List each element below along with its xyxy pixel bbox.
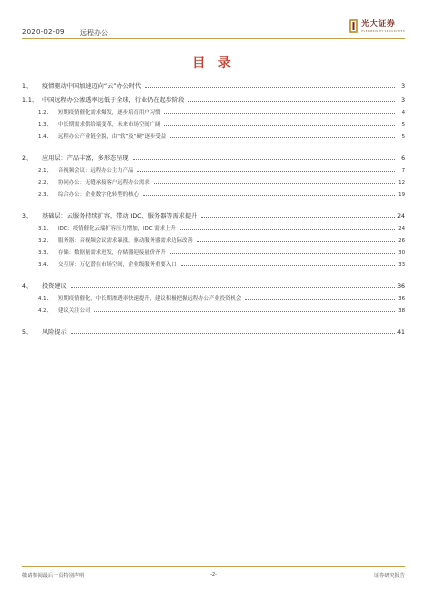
toc-subsection-entry[interactable] [22,232,405,244]
toc-dot-leader [201,217,395,218]
toc-subsection-entry[interactable] [22,186,405,198]
toc-dot-leader [170,137,395,138]
toc-entry-page: 41 [397,329,405,336]
toc-dot-leader [245,299,395,300]
footer-report-label: 证券研究报告 [373,573,405,579]
toc-dot-leader [180,229,395,230]
toc-section-entry[interactable] [22,76,405,90]
toc-entry-title: IDC：疫情催化云端扩容压力增加，IDC 需求上升 [58,226,176,232]
toc-title: 目 录 [192,56,235,71]
brand-logo [349,18,405,33]
toc-subsection-entry[interactable] [22,104,405,116]
toc-section-entry[interactable] [22,276,405,290]
toc-entry-page: 7 [401,168,405,174]
header-divider [22,38,405,39]
toc-dot-leader [71,287,395,288]
toc-entry-page: 36 [398,296,405,302]
page-footer [22,566,405,579]
toc-entry-title: 中国远程办公渗透率远低于全球，行业仍在起步阶段 [42,97,185,104]
toc-entry-number: 5、 [22,329,33,336]
toc-entry-title: 投资建议 [42,283,67,290]
toc-subsection-entry[interactable] [22,174,405,186]
toc-entry-title: 疫情驱动中国加速迈向“云”办公时代 [42,83,142,90]
toc-entry-page: 4 [401,110,405,116]
toc-dot-leader [197,241,395,242]
toc-entry-page: 5 [401,134,405,140]
toc-entry-title: 短期疫情催化，中长期渗透率快速提升，建议积极把握远程办公产业投资机会 [58,296,242,302]
toc-subsection-entry[interactable] [22,220,405,232]
toc-entry-number: 3.4、 [38,262,52,268]
toc-entry-number: 2.1、 [38,168,52,174]
toc-entry-number: 1.1、 [22,97,39,104]
footer-divider [22,566,405,567]
toc-subsection-entry[interactable] [22,302,405,314]
toc-entry-page: 6 [401,155,405,162]
toc-entry-page: 3 [401,83,405,90]
toc-dot-leader [170,253,395,254]
toc-entry-title: 服务器：音视频会议需求暴涨，驱动服务器需求边际改善 [58,238,193,244]
toc-entry-page: 12 [398,180,405,186]
toc-entry-number: 3.1、 [38,226,52,232]
toc-dot-leader [71,333,395,334]
page-number: -2- [209,572,218,578]
logo-cn-text: 光大证券 [361,18,396,28]
toc-entry-number: 1.2、 [38,110,52,116]
toc-entry-page: 5 [401,122,405,128]
toc-dot-leader [154,183,395,184]
toc-section-entry[interactable] [22,90,405,104]
toc-entry-title: 建议关注公司 [58,308,91,314]
logo-mark-icon [349,19,358,33]
toc-entry-number: 1.3、 [38,122,52,128]
toc-entry-number: 3.3、 [38,250,52,256]
toc-entry-page: 24 [397,213,405,220]
toc-entry-page: 19 [398,192,405,198]
toc-entry-title: 远程办公产业链全貌，由“软”及“硬”逐步受益 [58,134,167,140]
toc-entry-number: 3.2、 [38,238,52,244]
footer-disclaimer: 敬请参阅最后一页特别声明 [22,573,85,579]
logo-en-text: EVERBRIGHT SECURITIES [361,29,405,33]
toc-dot-leader [145,87,395,88]
toc-entry-page: 33 [398,262,405,268]
toc-entry-page: 26 [398,238,405,244]
report-type: 远程办公 [80,29,108,37]
toc-dot-leader [188,101,395,102]
toc-entry-number: 2.3、 [38,192,52,198]
toc-entry-number: 2、 [22,155,33,162]
toc-entry-page: 38 [398,308,405,314]
toc-entry-title: 交互屏：万亿潜在市场空间，企业级服务重要入口 [58,262,177,268]
toc-entry-number: 3、 [22,213,33,220]
toc-section-entry[interactable] [22,148,405,162]
toc-entry-title: 应用层：产品丰富，多形态呈现 [42,155,129,162]
toc-entry-title: 协同办公：无缝承接客户远程办公需求 [58,180,150,186]
toc-entry-title: 综合办公：企业数字化转型的核心 [58,192,139,198]
toc-subsection-entry[interactable] [22,116,405,128]
toc-entry-page: 3 [401,97,405,104]
toc-entry-page: 24 [398,226,405,232]
toc-entry-title: 存储：数据量需求迸发，存储器迎接量价齐升 [58,250,166,256]
toc-entry-number: 4.2、 [38,308,52,314]
page-header [22,18,405,44]
toc-entry-title: 中长期需求供给端变革，未来市场空间广阔 [58,122,161,128]
toc-entry-page: 30 [398,250,405,256]
toc-entry-title: 音视频会议：远程办公主力产品 [58,168,134,174]
toc-dot-leader [133,159,395,160]
toc-entry-title: 基础层：云服务持续扩容，带动 IDC、服务器等需求提升 [42,213,198,220]
toc-subsection-entry[interactable] [22,290,405,302]
toc-section-entry[interactable] [22,206,405,220]
toc-dot-leader [137,171,395,172]
toc-entry-title: 风险提示 [42,329,67,336]
report-date: 2020-02-09 [22,28,65,36]
toc-dot-leader [181,265,395,266]
toc-entry-page: 36 [397,283,405,290]
toc-dot-leader [94,311,395,312]
table-of-contents [22,76,405,336]
toc-entry-title: 短期疫情催化需求爆发，逐步培育用户习惯 [58,110,161,116]
toc-entry-number: 4、 [22,283,33,290]
toc-subsection-entry[interactable] [22,128,405,140]
toc-dot-leader [164,125,395,126]
toc-subsection-entry[interactable] [22,162,405,174]
toc-dot-leader [143,195,395,196]
toc-subsection-entry[interactable] [22,244,405,256]
toc-entry-number: 1、 [22,83,33,90]
toc-entry-number: 1.4、 [38,134,52,140]
toc-subsection-entry[interactable] [22,256,405,268]
toc-dot-leader [164,113,395,114]
toc-section-entry[interactable] [22,322,405,336]
toc-entry-number: 2.2、 [38,180,52,186]
toc-entry-number: 4.1、 [38,296,52,302]
